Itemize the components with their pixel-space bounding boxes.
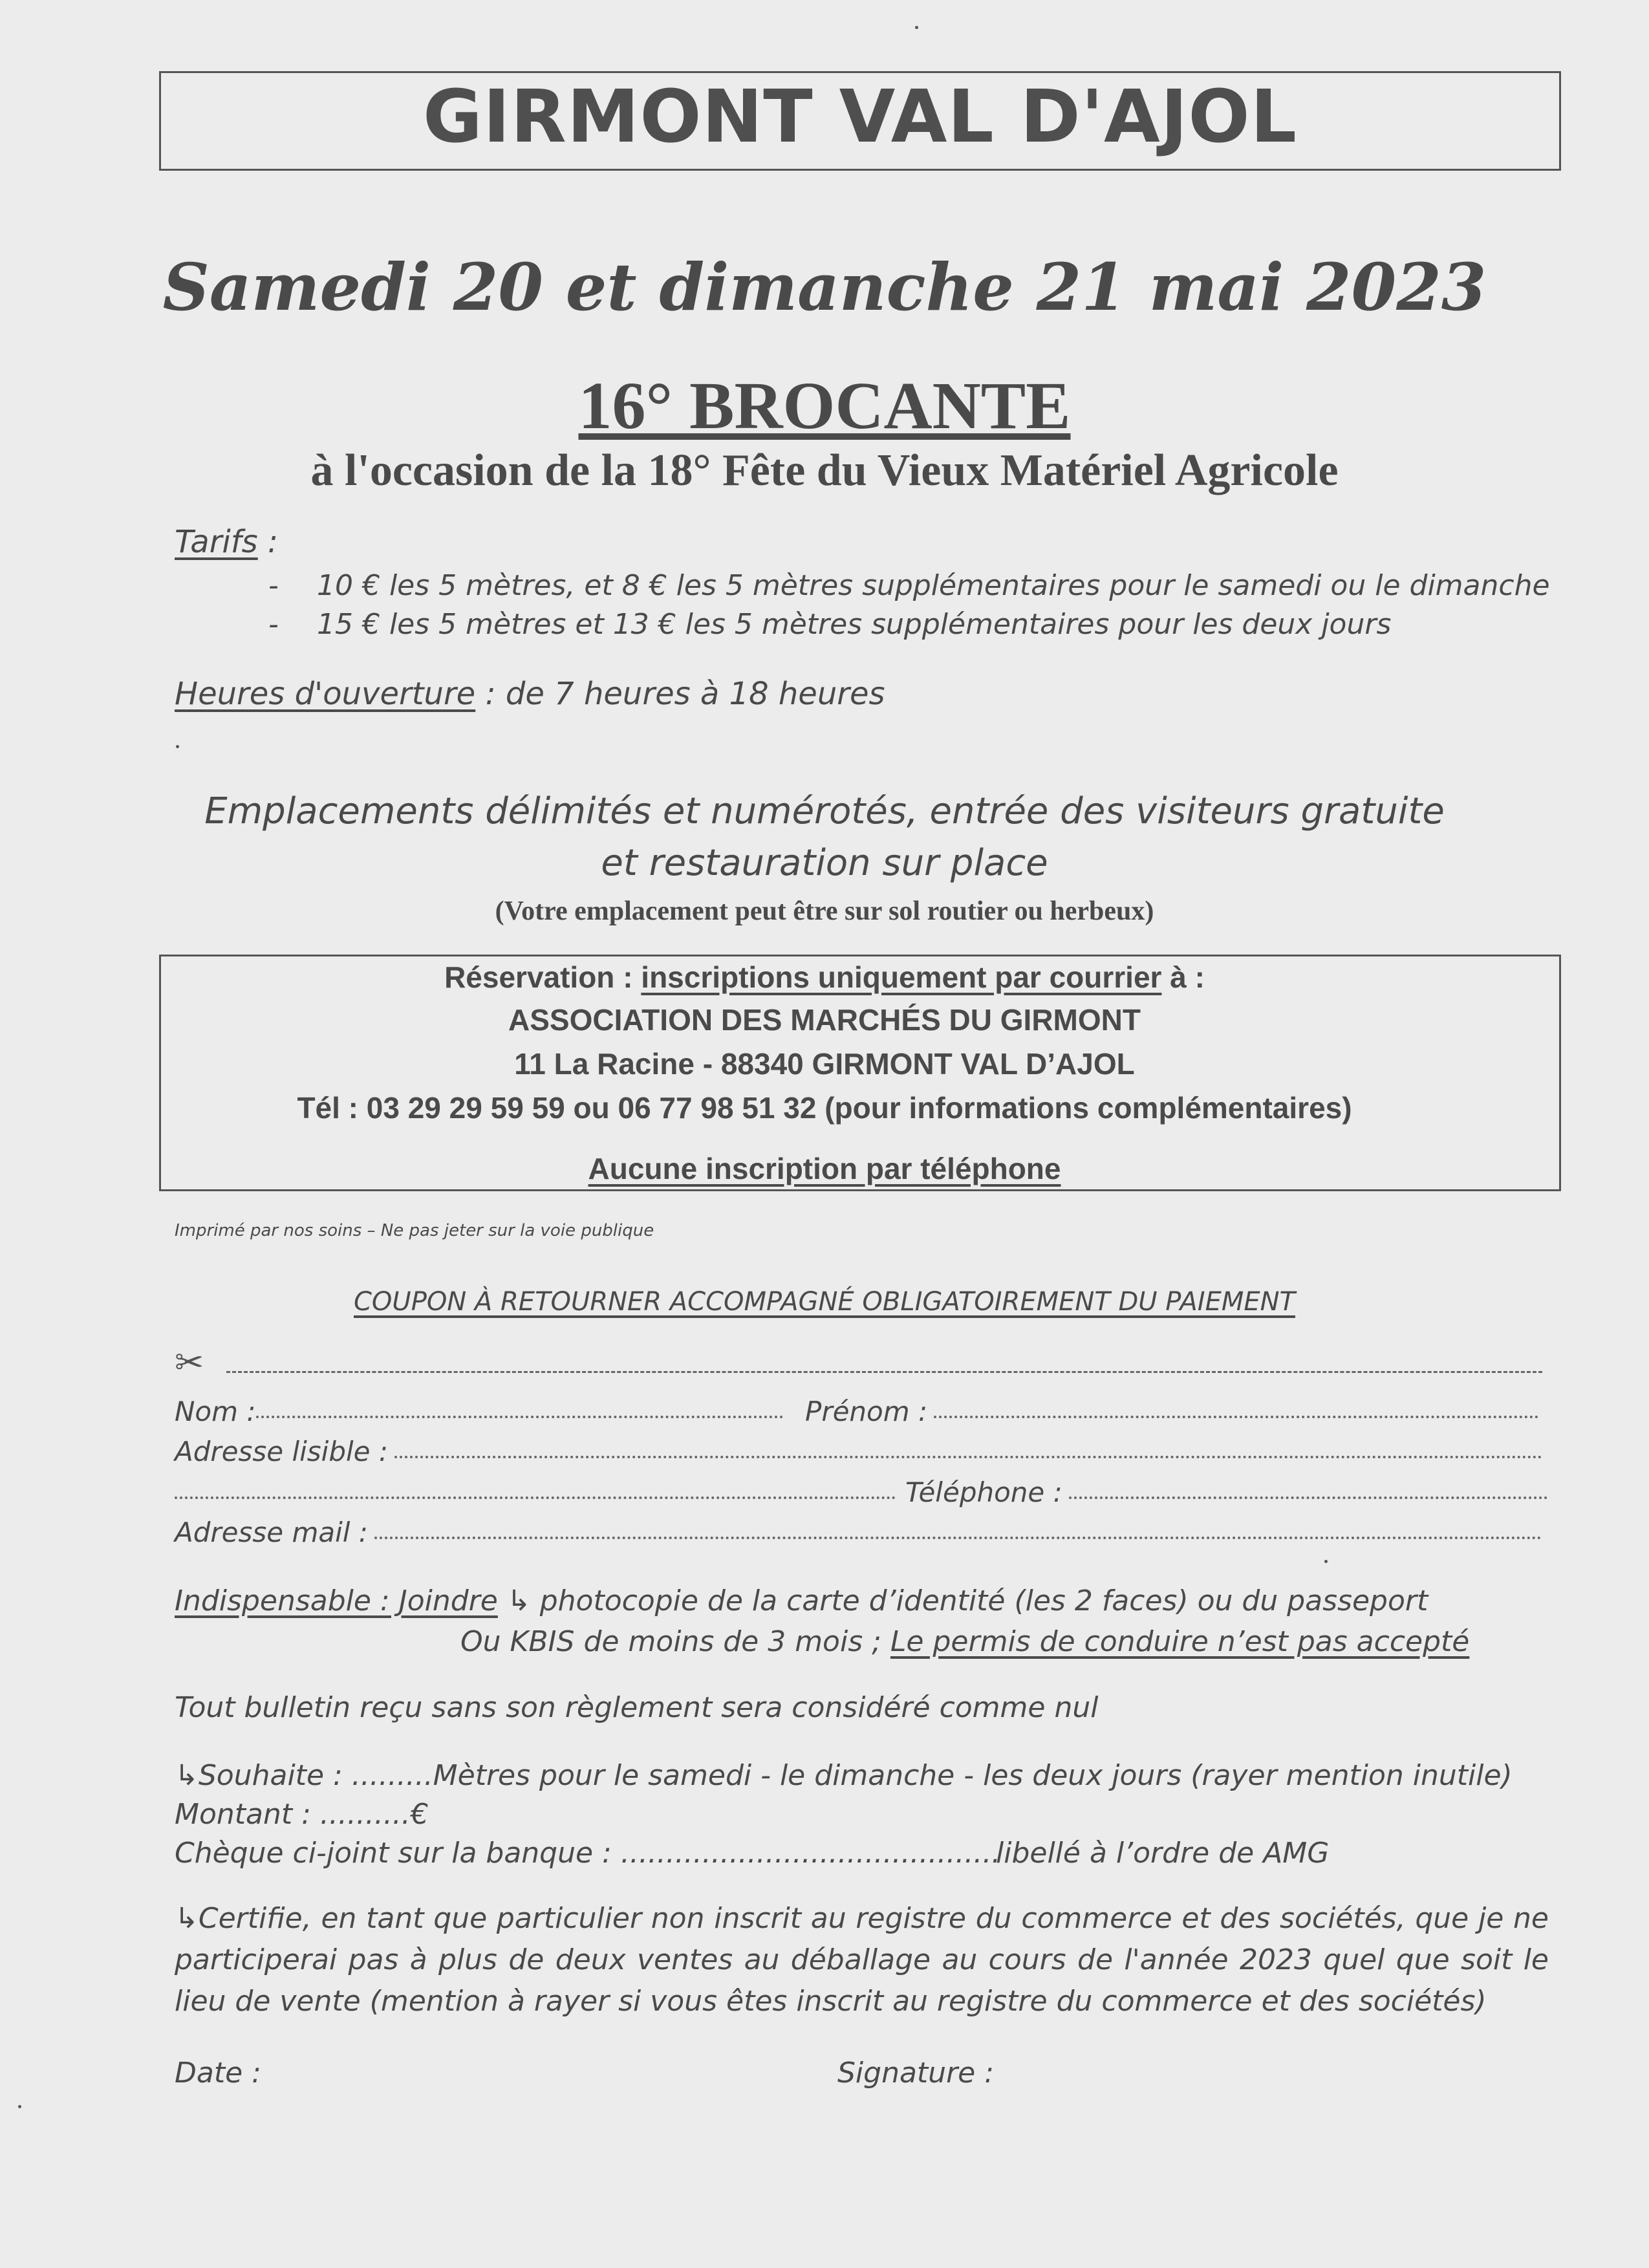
kbis-text: Ou KBIS de moins de 3 mois ; <box>460 1625 890 1658</box>
page-title: GIRMONT VAL D'AJOL <box>423 75 1297 159</box>
scissors-icon: ✂ <box>175 1343 204 1382</box>
nom-label: Nom : <box>175 1396 256 1427</box>
emplacements-line-1: Emplacements délimités et numérotés, entrée des visiteurs gratuite <box>204 790 1445 832</box>
souhaite-line[interactable] <box>175 1759 1513 1792</box>
montant-line[interactable]: Montant : ..........€ <box>175 1798 429 1831</box>
telephone-label: Téléphone : <box>905 1476 1062 1508</box>
kbis-line <box>460 1625 1469 1658</box>
adresse-blank-2[interactable] <box>175 1496 896 1499</box>
reservation-suffix: à : <box>1161 960 1205 994</box>
date-field[interactable]: Date : <box>175 2057 261 2090</box>
cheque-ordre: libellé à l’ordre de AMG <box>996 1837 1330 1870</box>
mail-label: Adresse mail : <box>175 1517 368 1548</box>
cut-line <box>226 1371 1542 1373</box>
tarif-dash: - <box>268 608 279 641</box>
opening-hours-value: : de 7 heures à 18 heures <box>475 676 885 712</box>
indispensable-label: Indispensable : Joindre <box>175 1584 498 1617</box>
reservation-org: ASSOCIATION DES MARCHÉS DU GIRMONT <box>508 1003 1141 1037</box>
adresse-field[interactable] <box>175 1436 1542 1467</box>
certification <box>175 1898 1549 2022</box>
reservation-address: 11 La Racine - 88340 GIRMONT VAL D’AJOL <box>514 1047 1135 1081</box>
no-phone-booking <box>0 1151 1649 1186</box>
opening-hours <box>175 676 885 712</box>
event-date: Samedi 20 et dimanche 21 mai 2023 <box>162 249 1487 325</box>
emplacements-line-2: et restauration sur place <box>601 842 1048 884</box>
nul-notice: Tout bulletin reçu sans son règlement sera considéré comme nul <box>175 1691 1099 1724</box>
coupon-heading-text: COUPON À RETOURNER ACCOMPAGNÉ OBLIGATOIREMENT DU PAIEMENT <box>354 1287 1295 1317</box>
adresse-line-2[interactable] <box>175 1476 896 1508</box>
no-phone-booking-text: Aucune inscription par téléphone <box>588 1152 1061 1185</box>
signature-field[interactable]: Signature : <box>837 2057 995 2090</box>
event-name <box>0 367 1649 444</box>
tarif-text: 10 € les 5 mètres, et 8 € les 5 mètres supplémentaires pour le samedi ou le dimanche <box>317 569 1550 602</box>
tarifs-label-suffix: : <box>257 524 279 560</box>
permis-warning: Le permis de conduire n’est pas accepté <box>890 1625 1470 1658</box>
mail-blank[interactable] <box>374 1537 1542 1539</box>
tarif-text: 15 € les 5 mètres et 13 € les 5 mètres supplémentaires pour les deux jours <box>317 608 1392 641</box>
tarifs-label: Tarifs <box>175 524 258 560</box>
indispensable-text: photocopie de la carte d’identité (les 2 faces) ou du passeport <box>530 1584 1428 1617</box>
tarif-dash: - <box>268 569 279 602</box>
nom-field[interactable] <box>175 1396 783 1427</box>
arrow-icon: ↳ <box>506 1584 531 1617</box>
stray-dot <box>1324 1560 1328 1563</box>
reservation-phone: Tél : 03 29 29 59 59 ou 06 77 98 51 32 (pour informations complémentaires) <box>297 1091 1352 1125</box>
mail-field[interactable] <box>175 1517 1542 1548</box>
emplacements-note: (Votre emplacement peut être sur sol routier ou herbeux) <box>495 896 1154 926</box>
event-occasion: à l'occasion de la 18° Fête du Vieux Matériel Agricole <box>310 446 1339 495</box>
event-name-text: 16° BROCANTE <box>578 369 1071 443</box>
prenom-blank[interactable] <box>934 1416 1538 1418</box>
printed-note: Imprimé par nos soins – Ne pas jeter sur la voie publique <box>175 1221 654 1240</box>
stray-dot <box>18 2105 21 2108</box>
telephone-blank[interactable] <box>1069 1496 1547 1499</box>
reservation-heading <box>0 960 1649 995</box>
souhaite-text: Souhaite : .........Mètres pour le samedi - le dimanche - les deux jours (rayer mention inutile) <box>198 1759 1513 1792</box>
arrow-icon: ↳ <box>175 1759 199 1792</box>
telephone-field[interactable] <box>905 1476 1547 1508</box>
tarifs-heading <box>175 524 278 560</box>
opening-hours-label: Heures d'ouverture <box>175 676 476 712</box>
prenom-field[interactable] <box>805 1396 1538 1427</box>
prenom-label: Prénom : <box>805 1396 928 1427</box>
reservation-prefix: Réservation : <box>444 960 641 994</box>
certification-text: Certifie, en tant que particulier non inscrit au registre du commerce et des sociétés, que je ne participerai pas à plus de deux ventes au déballage au cours de l'année 2023 quel que soit le lieu de vente (mention à rayer si vous êtes inscrit au registre du commerce et des sociétés) <box>175 1902 1549 2018</box>
nom-blank[interactable] <box>256 1416 783 1418</box>
arrow-icon: ↳ <box>175 1902 199 1935</box>
reservation-method: inscriptions uniquement par courrier <box>641 960 1162 994</box>
cheque-line[interactable]: Chèque ci-joint sur la banque : .......................................... <box>175 1837 1001 1870</box>
indispensable-line <box>175 1584 1428 1617</box>
adresse-label: Adresse lisible : <box>175 1436 389 1467</box>
adresse-blank[interactable] <box>394 1456 1542 1458</box>
coupon-heading <box>0 1287 1649 1317</box>
stray-dot <box>915 26 918 29</box>
stray-dot <box>176 745 179 748</box>
